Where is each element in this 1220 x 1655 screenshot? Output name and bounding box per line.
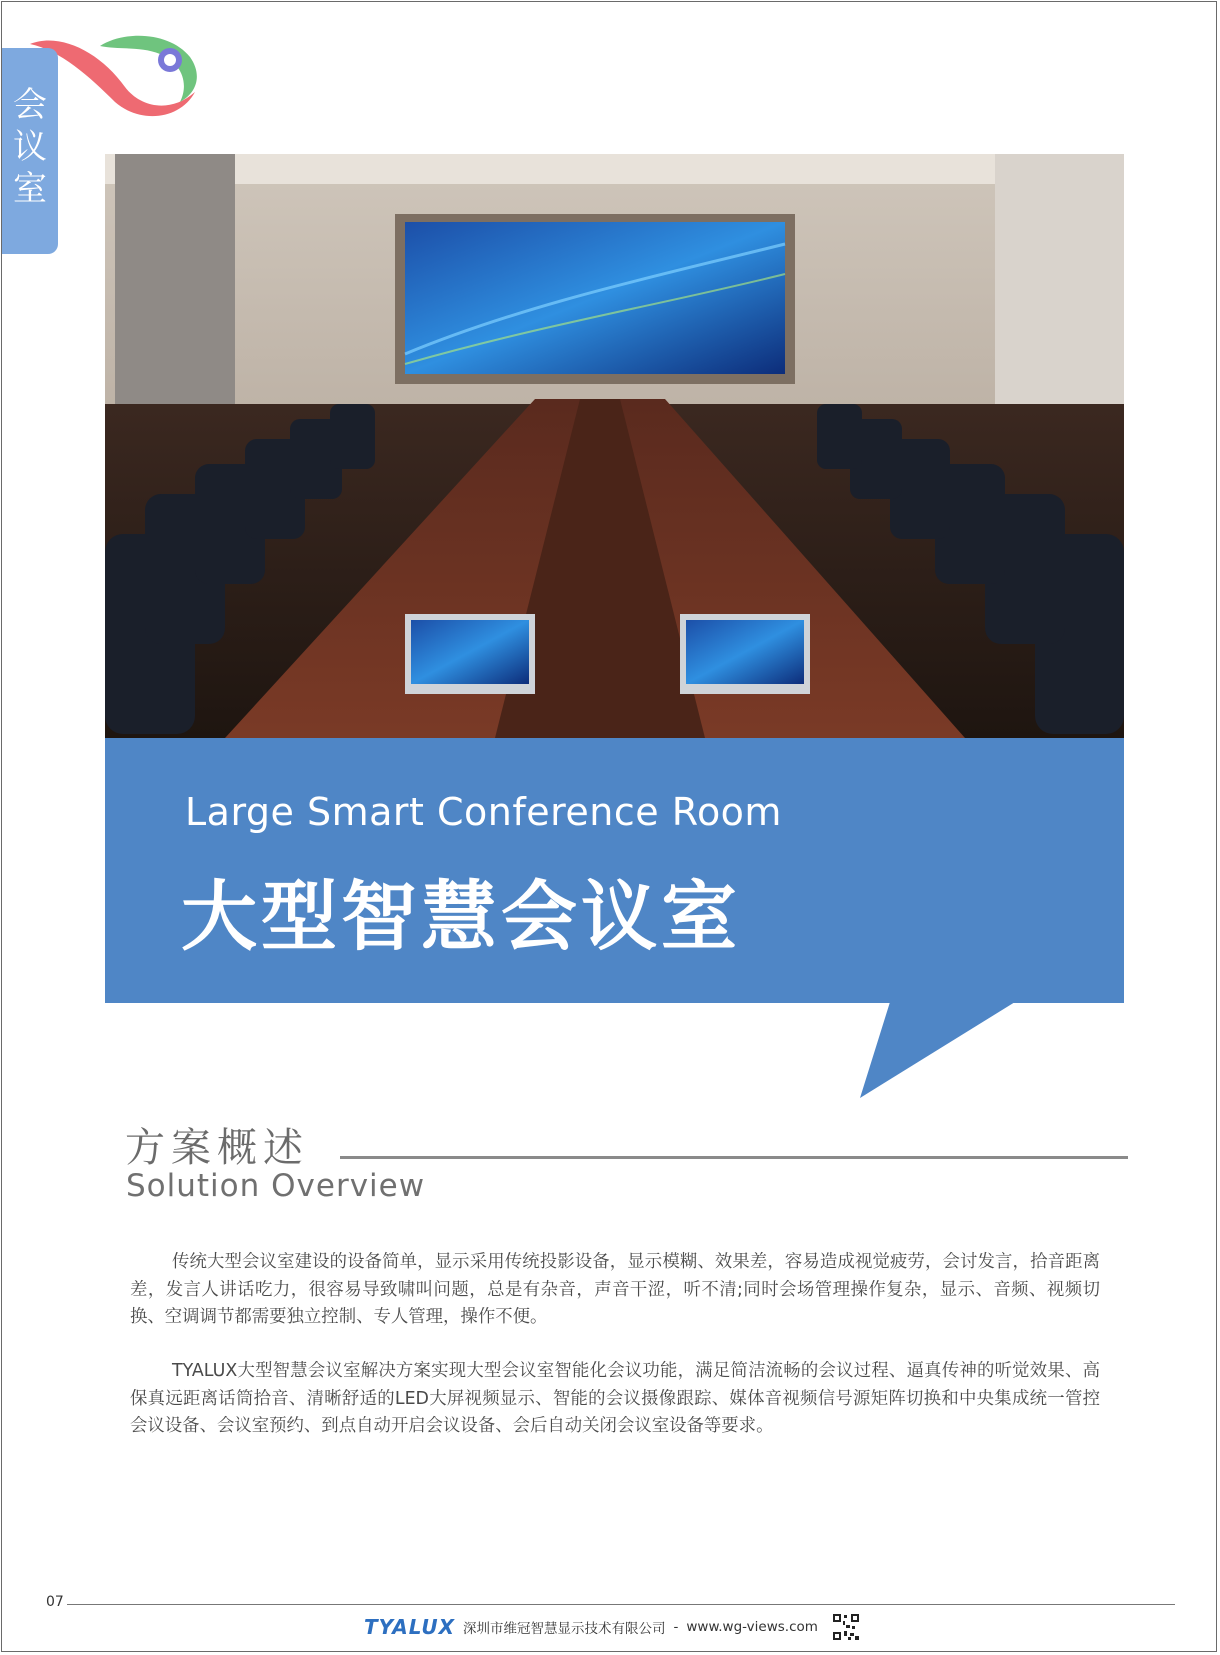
- banner-title-en: Large Smart Conference Room: [185, 790, 782, 834]
- section-side-tab: [2, 48, 58, 254]
- page-number: 07: [46, 1594, 64, 1610]
- footer-divider: [67, 1604, 1175, 1605]
- speech-bubble-tail: [860, 1002, 1020, 1098]
- qr-code-icon: [832, 1613, 860, 1641]
- section-divider: [340, 1156, 1128, 1159]
- footer-separator: -: [673, 1619, 679, 1635]
- title-banner: [105, 738, 1124, 1003]
- banner-title-zh: 大型智慧会议室: [181, 872, 741, 961]
- overview-paragraph-1: 传统大型会议室建设的设备简单，显示采用传统投影设备，显示模糊、效果差，容易造成视觉疲劳，会讨发言，拾音距离差，发言人讲话吃力，很容易导致啸叫问题，总是有杂音，声音干涩，听不清;同时会场管理操作复杂，显示、音频、视频切换、空调调节都需要独立控制、专人管理，操作不便。: [130, 1252, 1100, 1327]
- brand-logo: TYALUX: [364, 1615, 455, 1639]
- side-tab-label: 会议室: [13, 85, 47, 209]
- footer: [364, 1613, 860, 1641]
- conference-room-photo: [105, 154, 1124, 738]
- section-title-zh: 方案概述: [125, 1125, 309, 1171]
- section-title-en: Solution Overview: [126, 1168, 426, 1204]
- company-name: 深圳市维冠智慧显示技术有限公司: [463, 1621, 666, 1637]
- website-link[interactable]: www.wg-views.com: [686, 1619, 818, 1635]
- overview-paragraph-2: TYALUX大型智慧会议室解决方案实现大型会议室智能化会议功能，满足简洁流畅的会议过程、逼真传神的听觉效果、高保真远距离话筒拾音、清晰舒适的LED大屏视频显示、智能的会议摄像跟踪、媒体音视频信号源矩阵切换和中央集成统一管控会议设备、会议室预约、到点自动开启会议设备、会后自动关闭会议室设备等要求。: [130, 1361, 1100, 1436]
